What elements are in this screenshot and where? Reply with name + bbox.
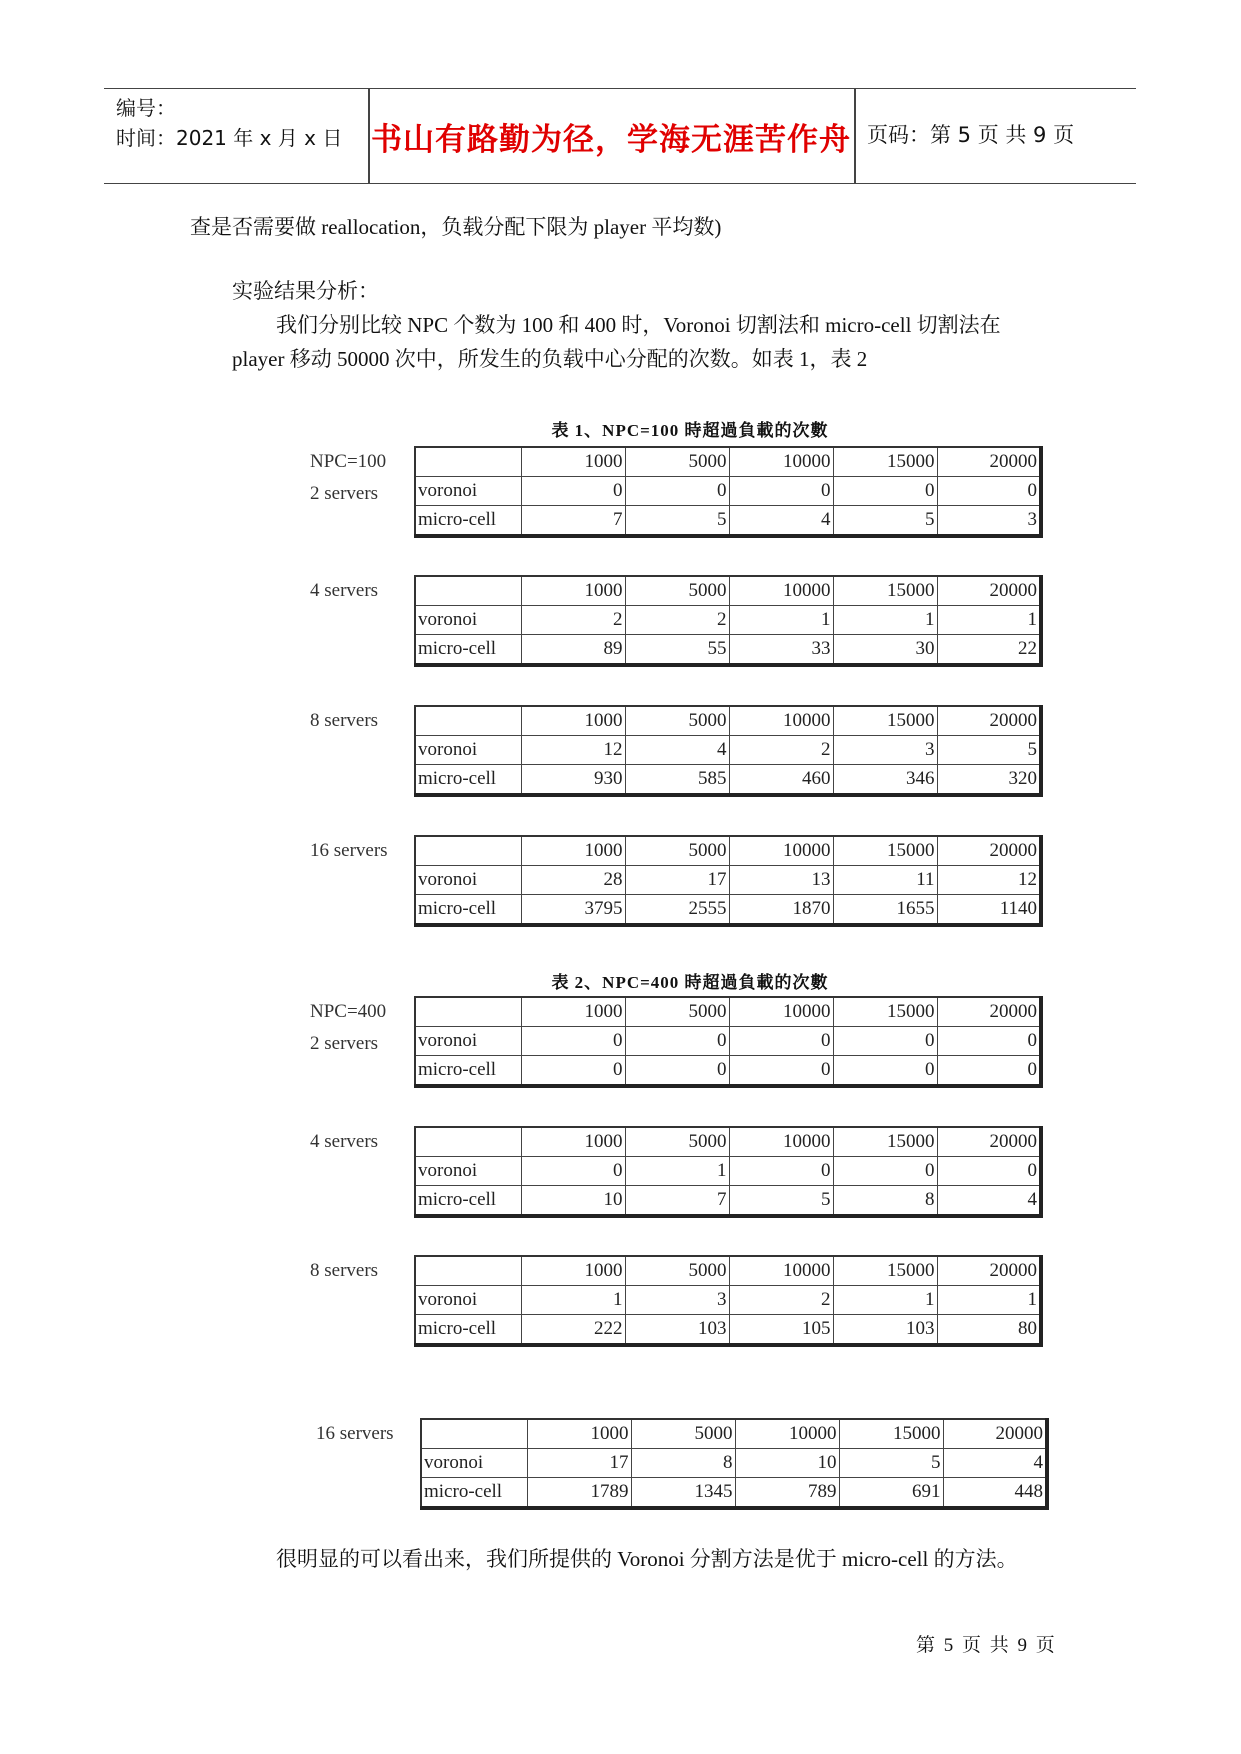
column-header: 10000 bbox=[729, 997, 833, 1027]
table-cell: 2 bbox=[521, 606, 625, 635]
column-header: 1000 bbox=[521, 997, 625, 1027]
table-cell: 12 bbox=[521, 736, 625, 765]
table-cell: 789 bbox=[735, 1478, 839, 1509]
row-label: micro-cell bbox=[415, 506, 521, 537]
header-meta bbox=[116, 93, 342, 153]
column-header: 5000 bbox=[625, 1256, 729, 1286]
row-label: voronoi bbox=[415, 1157, 521, 1186]
column-header: 10000 bbox=[735, 1419, 839, 1449]
table-cell: 8 bbox=[631, 1449, 735, 1478]
row-label: voronoi bbox=[421, 1449, 527, 1478]
table-cell: 4 bbox=[625, 736, 729, 765]
row-label: voronoi bbox=[415, 1027, 521, 1056]
column-header: 1000 bbox=[527, 1419, 631, 1449]
table-row bbox=[415, 1315, 1041, 1346]
row-label: micro-cell bbox=[421, 1478, 527, 1509]
column-header: 10000 bbox=[729, 576, 833, 606]
table-corner-cell bbox=[421, 1419, 527, 1449]
table2-block-table bbox=[420, 1418, 1049, 1510]
table-cell: 11 bbox=[833, 866, 937, 895]
table-row bbox=[415, 635, 1041, 666]
table-cell: 0 bbox=[937, 1056, 1041, 1087]
column-header: 20000 bbox=[937, 997, 1041, 1027]
row-label: micro-cell bbox=[415, 1056, 521, 1087]
table-cell: 0 bbox=[833, 1056, 937, 1087]
table-cell: 10 bbox=[735, 1449, 839, 1478]
column-header: 20000 bbox=[937, 1127, 1041, 1157]
table-cell: 4 bbox=[937, 1186, 1041, 1217]
table-corner-cell bbox=[415, 1256, 521, 1286]
table-cell: 103 bbox=[833, 1315, 937, 1346]
row-label: micro-cell bbox=[415, 765, 521, 796]
table-cell: 55 bbox=[625, 635, 729, 666]
table-cell: 460 bbox=[729, 765, 833, 796]
table-cell: 5 bbox=[833, 506, 937, 537]
table-cell: 4 bbox=[943, 1449, 1047, 1478]
table1-servers-label: 8 servers bbox=[310, 710, 379, 731]
table-cell: 17 bbox=[625, 866, 729, 895]
table-cell: 1789 bbox=[527, 1478, 631, 1509]
table-cell: 0 bbox=[625, 1056, 729, 1087]
column-header: 20000 bbox=[943, 1419, 1047, 1449]
row-label: voronoi bbox=[415, 866, 521, 895]
table-row bbox=[415, 895, 1041, 926]
table-row bbox=[421, 1449, 1047, 1478]
time-label: 时间：2021 年 x 月 x 日 bbox=[116, 126, 343, 150]
table-cell: 1345 bbox=[631, 1478, 735, 1509]
table-cell: 105 bbox=[729, 1315, 833, 1346]
table-cell: 0 bbox=[729, 1056, 833, 1087]
table-cell: 4 bbox=[729, 506, 833, 537]
table-cell: 0 bbox=[729, 477, 833, 506]
table-cell: 1 bbox=[937, 606, 1041, 635]
table2-block-table bbox=[414, 996, 1043, 1088]
table-cell: 7 bbox=[521, 506, 625, 537]
table-cell: 8 bbox=[833, 1186, 937, 1217]
column-header: 10000 bbox=[729, 836, 833, 866]
conclusion-text: 很明显的可以看出来，我们所提供的 Voronoi 分割方法是优于 micro-cell 的方法。 bbox=[276, 1547, 1018, 1571]
section-heading: 实验结果分析： bbox=[232, 279, 379, 303]
column-header: 5000 bbox=[625, 576, 729, 606]
table-cell: 17 bbox=[527, 1449, 631, 1478]
page-header bbox=[104, 88, 1136, 184]
table1-servers-label: 2 servers bbox=[310, 483, 379, 504]
column-header: 20000 bbox=[937, 1256, 1041, 1286]
table-row bbox=[415, 606, 1041, 635]
table-cell: 0 bbox=[937, 1027, 1041, 1056]
table-row bbox=[415, 1056, 1041, 1087]
row-label: micro-cell bbox=[415, 1186, 521, 1217]
table-cell: 2555 bbox=[625, 895, 729, 926]
table-cell: 0 bbox=[729, 1027, 833, 1056]
table-header-row bbox=[415, 836, 1041, 866]
row-label: micro-cell bbox=[415, 635, 521, 666]
table1-block-table bbox=[414, 446, 1043, 538]
column-header: 20000 bbox=[937, 576, 1041, 606]
column-header: 15000 bbox=[833, 1127, 937, 1157]
column-header: 1000 bbox=[521, 1127, 625, 1157]
row-label: voronoi bbox=[415, 477, 521, 506]
page-footer: 第 5 页 共 9 页 bbox=[916, 1635, 1057, 1656]
header-divider-right bbox=[854, 89, 856, 183]
column-header: 15000 bbox=[833, 836, 937, 866]
column-header: 1000 bbox=[521, 1256, 625, 1286]
table-header-row bbox=[415, 1256, 1041, 1286]
header-page-label: 页码：第 5 页 共 9 页 bbox=[867, 123, 1075, 147]
column-header: 20000 bbox=[937, 836, 1041, 866]
table-header-row bbox=[415, 997, 1041, 1027]
row-label: voronoi bbox=[415, 1286, 521, 1315]
table-cell: 0 bbox=[937, 1157, 1041, 1186]
table-cell: 80 bbox=[937, 1315, 1041, 1346]
table-cell: 3 bbox=[937, 506, 1041, 537]
table-cell: 222 bbox=[521, 1315, 625, 1346]
table-cell: 89 bbox=[521, 635, 625, 666]
table1-servers-label: 4 servers bbox=[310, 580, 379, 601]
table-corner-cell bbox=[415, 576, 521, 606]
table-cell: 0 bbox=[521, 1056, 625, 1087]
table-cell: 1140 bbox=[937, 895, 1041, 926]
table-cell: 0 bbox=[625, 1027, 729, 1056]
table2-servers-label: 8 servers bbox=[310, 1260, 379, 1281]
table-header-row bbox=[415, 1127, 1041, 1157]
table-row bbox=[415, 477, 1041, 506]
column-header: 1000 bbox=[521, 836, 625, 866]
column-header: 5000 bbox=[625, 447, 729, 477]
table-cell: 930 bbox=[521, 765, 625, 796]
table-cell: 103 bbox=[625, 1315, 729, 1346]
table-cell: 0 bbox=[521, 1157, 625, 1186]
table-header-row bbox=[415, 576, 1041, 606]
table-cell: 3 bbox=[833, 736, 937, 765]
table-cell: 7 bbox=[625, 1186, 729, 1217]
table1-caption: 表 1、NPC=100 時超過負載的次數 bbox=[551, 421, 829, 440]
table-cell: 1 bbox=[729, 606, 833, 635]
table2-npc-label: NPC=400 bbox=[310, 1001, 387, 1022]
row-label: micro-cell bbox=[415, 1315, 521, 1346]
table-cell: 12 bbox=[937, 866, 1041, 895]
column-header: 5000 bbox=[631, 1419, 735, 1449]
serial-label: 编号： bbox=[116, 96, 176, 120]
column-header: 5000 bbox=[625, 997, 729, 1027]
table-cell: 1 bbox=[833, 1286, 937, 1315]
table1-servers-label: 16 servers bbox=[310, 840, 388, 861]
table-corner-cell bbox=[415, 836, 521, 866]
table2-servers-label: 4 servers bbox=[310, 1131, 379, 1152]
table-cell: 0 bbox=[833, 477, 937, 506]
body-paragraph-line-2: player 移动 50000 次中，所发生的负载中心分配的次数。如表 1，表 2 bbox=[232, 347, 868, 371]
column-header: 20000 bbox=[937, 447, 1041, 477]
table-corner-cell bbox=[415, 447, 521, 477]
table-cell: 5 bbox=[625, 506, 729, 537]
table-cell: 320 bbox=[937, 765, 1041, 796]
body-line-1: 查是否需要做 reallocation，负载分配下限为 player 平均数) bbox=[190, 215, 722, 239]
table-cell: 13 bbox=[729, 866, 833, 895]
table-row bbox=[415, 1027, 1041, 1056]
table1-npc-label: NPC=100 bbox=[310, 451, 387, 472]
row-label: voronoi bbox=[415, 736, 521, 765]
table2-servers-label: 16 servers bbox=[316, 1423, 394, 1444]
column-header: 1000 bbox=[521, 576, 625, 606]
column-header: 15000 bbox=[833, 447, 937, 477]
table-cell: 346 bbox=[833, 765, 937, 796]
column-header: 20000 bbox=[937, 706, 1041, 736]
table-cell: 0 bbox=[833, 1157, 937, 1186]
table1-block-table bbox=[414, 835, 1043, 927]
table2-servers-label: 2 servers bbox=[310, 1033, 379, 1054]
table-cell: 0 bbox=[521, 1027, 625, 1056]
table-row bbox=[415, 506, 1041, 537]
column-header: 5000 bbox=[625, 836, 729, 866]
table-cell: 1655 bbox=[833, 895, 937, 926]
table-cell: 0 bbox=[625, 477, 729, 506]
table-row bbox=[415, 1157, 1041, 1186]
row-label: voronoi bbox=[415, 606, 521, 635]
table-row bbox=[415, 866, 1041, 895]
table-cell: 22 bbox=[937, 635, 1041, 666]
column-header: 15000 bbox=[833, 1256, 937, 1286]
table-corner-cell bbox=[415, 706, 521, 736]
table-cell: 5 bbox=[839, 1449, 943, 1478]
table-corner-cell bbox=[415, 997, 521, 1027]
column-header: 15000 bbox=[833, 997, 937, 1027]
table-cell: 28 bbox=[521, 866, 625, 895]
table-cell: 448 bbox=[943, 1478, 1047, 1509]
table-cell: 5 bbox=[937, 736, 1041, 765]
column-header: 10000 bbox=[729, 1256, 833, 1286]
table-cell: 3795 bbox=[521, 895, 625, 926]
table-cell: 1 bbox=[833, 606, 937, 635]
table-cell: 5 bbox=[729, 1186, 833, 1217]
column-header: 5000 bbox=[625, 1127, 729, 1157]
table-header-row bbox=[421, 1419, 1047, 1449]
table-header-row bbox=[415, 447, 1041, 477]
table-cell: 3 bbox=[625, 1286, 729, 1315]
table-row bbox=[421, 1478, 1047, 1509]
table-corner-cell bbox=[415, 1127, 521, 1157]
column-header: 5000 bbox=[625, 706, 729, 736]
column-header: 15000 bbox=[833, 706, 937, 736]
table-row bbox=[415, 1286, 1041, 1315]
body-paragraph-line-1: 我们分别比较 NPC 个数为 100 和 400 时，Voronoi 切割法和 micro-cell 切割法在 bbox=[276, 313, 1001, 337]
column-header: 1000 bbox=[521, 706, 625, 736]
row-label: micro-cell bbox=[415, 895, 521, 926]
table-cell: 30 bbox=[833, 635, 937, 666]
table1-block-table bbox=[414, 705, 1043, 797]
table2-caption: 表 2、NPC=400 時超過負載的次數 bbox=[551, 973, 829, 992]
column-header: 10000 bbox=[729, 1127, 833, 1157]
table-cell: 585 bbox=[625, 765, 729, 796]
table-cell: 0 bbox=[833, 1027, 937, 1056]
table-cell: 1 bbox=[521, 1286, 625, 1315]
column-header: 10000 bbox=[729, 447, 833, 477]
table-cell: 2 bbox=[729, 736, 833, 765]
table-cell: 10 bbox=[521, 1186, 625, 1217]
table-cell: 2 bbox=[625, 606, 729, 635]
table-cell: 0 bbox=[729, 1157, 833, 1186]
table-cell: 0 bbox=[937, 477, 1041, 506]
header-motto: 书山有路勤为径，学海无涯苦作舟 bbox=[371, 121, 851, 158]
column-header: 15000 bbox=[833, 576, 937, 606]
table-row bbox=[415, 1186, 1041, 1217]
table-header-row bbox=[415, 706, 1041, 736]
table-cell: 2 bbox=[729, 1286, 833, 1315]
table-cell: 1870 bbox=[729, 895, 833, 926]
table2-block-table bbox=[414, 1255, 1043, 1347]
table2-block-table bbox=[414, 1126, 1043, 1218]
table-cell: 0 bbox=[521, 477, 625, 506]
column-header: 10000 bbox=[729, 706, 833, 736]
column-header: 15000 bbox=[839, 1419, 943, 1449]
table-row bbox=[415, 736, 1041, 765]
table1-block-table bbox=[414, 575, 1043, 667]
table-cell: 1 bbox=[937, 1286, 1041, 1315]
table-cell: 1 bbox=[625, 1157, 729, 1186]
table-cell: 33 bbox=[729, 635, 833, 666]
table-cell: 691 bbox=[839, 1478, 943, 1509]
column-header: 1000 bbox=[521, 447, 625, 477]
table-row bbox=[415, 765, 1041, 796]
